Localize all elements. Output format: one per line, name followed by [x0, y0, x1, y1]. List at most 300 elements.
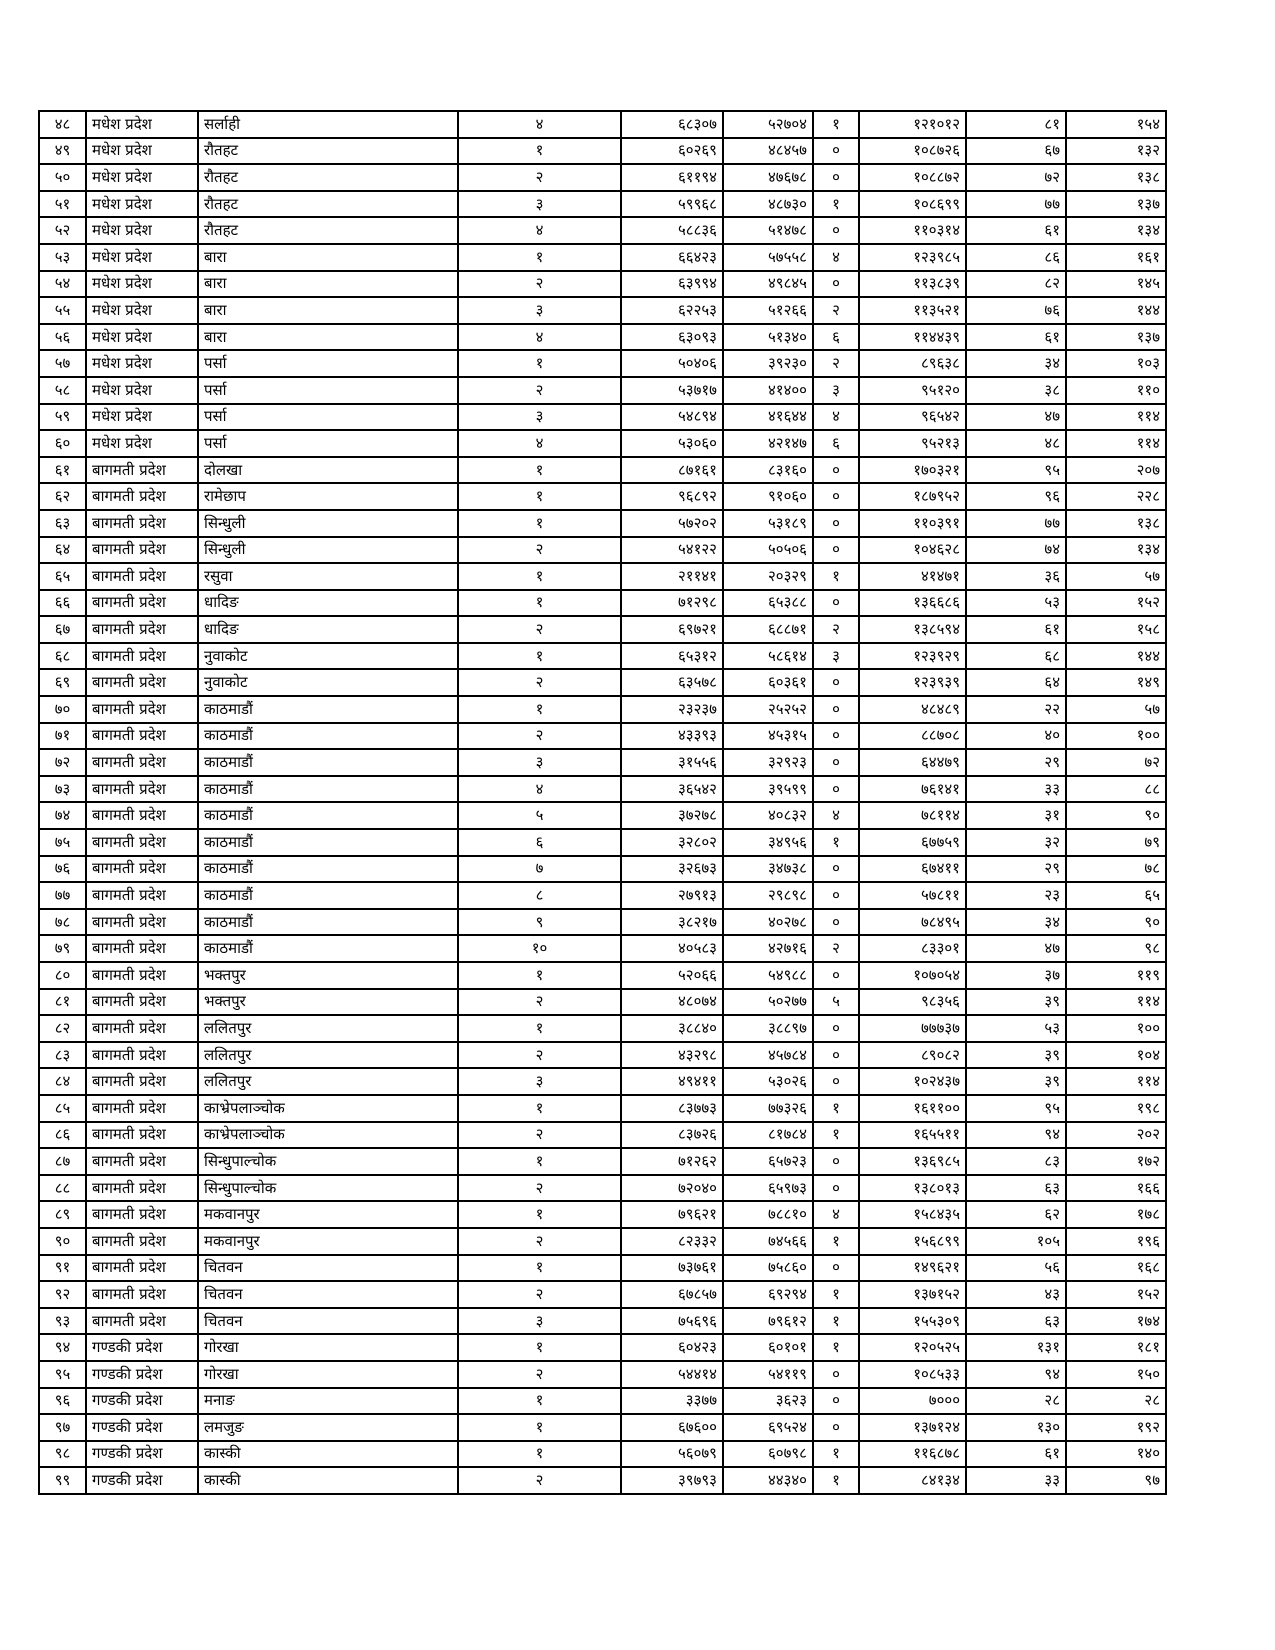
table-row — [39, 1201, 1166, 1228]
constituency-cell: २ — [458, 271, 621, 298]
count-5-cell: ६५ — [1066, 882, 1166, 909]
count-4-cell: ३३ — [966, 776, 1066, 803]
district-cell: काठमाडौं — [198, 935, 458, 962]
count-4-cell: ६७ — [966, 138, 1066, 165]
count-4-cell: ६१ — [966, 616, 1066, 643]
serial-cell: ७६ — [39, 856, 86, 883]
count-1-cell: ६५३१२ — [621, 643, 723, 670]
constituency-cell: ३ — [458, 191, 621, 218]
province-cell: बागमती प्रदेश — [86, 1068, 198, 1095]
count-3-cell: १ — [813, 1441, 859, 1468]
table-row — [39, 643, 1166, 670]
serial-cell: ६५ — [39, 563, 86, 590]
count-3-cell: ० — [813, 1148, 859, 1175]
serial-cell: ७० — [39, 696, 86, 723]
serial-cell: ९४ — [39, 1334, 86, 1361]
count-2-cell: ५४९८८ — [723, 962, 813, 989]
count-5-cell: ११४ — [1066, 404, 1166, 431]
province-cell: बागमती प्रदेश — [86, 1015, 198, 1042]
count-5-cell: १४४ — [1066, 297, 1166, 324]
count-5-cell: १९८ — [1066, 1095, 1166, 1122]
table-row — [39, 590, 1166, 617]
count-5-cell: १६१ — [1066, 244, 1166, 271]
serial-cell: ७२ — [39, 749, 86, 776]
count-1-cell: ५६०७९ — [621, 1441, 723, 1468]
table-row — [39, 191, 1166, 218]
table-row — [39, 1122, 1166, 1149]
constituency-cell: २ — [458, 669, 621, 696]
count-3-cell: ४ — [813, 1201, 859, 1228]
table-row — [39, 430, 1166, 457]
count-4-cell: ३४ — [966, 350, 1066, 377]
constituency-cell: १० — [458, 935, 621, 962]
count-4-cell: ६३ — [966, 1308, 1066, 1335]
table-row — [39, 802, 1166, 829]
district-cell: धादिङ — [198, 616, 458, 643]
count-2-cell: ५३१८९ — [723, 510, 813, 537]
province-cell: बागमती प्रदेश — [86, 616, 198, 643]
total-cell: १२१०१२ — [859, 111, 966, 138]
province-cell: बागमती प्रदेश — [86, 669, 198, 696]
serial-cell: ९६ — [39, 1388, 86, 1415]
district-cell: काठमाडौं — [198, 829, 458, 856]
count-2-cell: ५४११९ — [723, 1361, 813, 1388]
serial-cell: ८९ — [39, 1201, 86, 1228]
constituency-cell: १ — [458, 1388, 621, 1415]
table-row — [39, 989, 1166, 1016]
serial-cell: ५८ — [39, 377, 86, 404]
count-2-cell: ७४५६६ — [723, 1228, 813, 1255]
constituency-cell: २ — [458, 1467, 621, 1494]
table-row — [39, 1414, 1166, 1441]
count-1-cell: ३८२१७ — [621, 909, 723, 936]
constituency-cell: १ — [458, 1255, 621, 1282]
count-1-cell: ५०४०६ — [621, 350, 723, 377]
count-2-cell: ४०८३२ — [723, 802, 813, 829]
serial-cell: ७७ — [39, 882, 86, 909]
count-4-cell: ३७ — [966, 962, 1066, 989]
district-cell: काठमाडौं — [198, 882, 458, 909]
total-cell: १६५५११ — [859, 1122, 966, 1149]
count-3-cell: ३ — [813, 643, 859, 670]
constituency-cell: १ — [458, 1095, 621, 1122]
serial-cell: ६९ — [39, 669, 86, 696]
district-cell: बारा — [198, 244, 458, 271]
count-3-cell: ० — [813, 1042, 859, 1069]
count-4-cell: ६३ — [966, 1175, 1066, 1202]
count-3-cell: ० — [813, 1015, 859, 1042]
count-5-cell: १३४ — [1066, 537, 1166, 564]
count-1-cell: ५४४१४ — [621, 1361, 723, 1388]
province-cell: बागमती प्रदेश — [86, 483, 198, 510]
count-4-cell: ७७ — [966, 510, 1066, 537]
table-row — [39, 483, 1166, 510]
count-1-cell: ७५६९६ — [621, 1308, 723, 1335]
count-4-cell: ५३ — [966, 1015, 1066, 1042]
district-cell: गोरखा — [198, 1361, 458, 1388]
constituency-cell: २ — [458, 537, 621, 564]
count-5-cell: १५० — [1066, 1361, 1166, 1388]
district-cell: बारा — [198, 324, 458, 351]
constituency-cell: २ — [458, 1361, 621, 1388]
count-3-cell: १ — [813, 111, 859, 138]
total-cell: १०७०५४ — [859, 962, 966, 989]
table-row — [39, 510, 1166, 537]
count-1-cell: ५४१२२ — [621, 537, 723, 564]
count-1-cell: ६२२५३ — [621, 297, 723, 324]
count-2-cell: ४२१४७ — [723, 430, 813, 457]
district-cell: नुवाकोट — [198, 669, 458, 696]
count-2-cell: ५१४७८ — [723, 217, 813, 244]
total-cell: ११३८३९ — [859, 271, 966, 298]
count-2-cell: ३६२३ — [723, 1388, 813, 1415]
count-1-cell: ५८८३६ — [621, 217, 723, 244]
count-5-cell: १०३ — [1066, 350, 1166, 377]
province-cell: बागमती प्रदेश — [86, 723, 198, 750]
constituency-cell: ५ — [458, 802, 621, 829]
district-cell: ललितपुर — [198, 1015, 458, 1042]
count-4-cell: ९५ — [966, 1095, 1066, 1122]
count-2-cell: ४८७३० — [723, 191, 813, 218]
constituency-cell: २ — [458, 1228, 621, 1255]
count-5-cell: १७२ — [1066, 1148, 1166, 1175]
count-4-cell: ७७ — [966, 191, 1066, 218]
province-cell: बागमती प्रदेश — [86, 935, 198, 962]
constituency-cell: १ — [458, 696, 621, 723]
count-4-cell: ९६ — [966, 483, 1066, 510]
count-4-cell: ५६ — [966, 1255, 1066, 1282]
count-1-cell: ३८८४० — [621, 1015, 723, 1042]
table-row — [39, 962, 1166, 989]
count-1-cell: ६७६०० — [621, 1414, 723, 1441]
serial-cell: ९२ — [39, 1281, 86, 1308]
count-5-cell: १५२ — [1066, 590, 1166, 617]
count-3-cell: ० — [813, 138, 859, 165]
count-2-cell: ३४९५६ — [723, 829, 813, 856]
serial-cell: ९० — [39, 1228, 86, 1255]
table-row — [39, 217, 1166, 244]
constituency-cell: २ — [458, 1281, 621, 1308]
table-row — [39, 164, 1166, 191]
count-4-cell: ६१ — [966, 324, 1066, 351]
count-3-cell: १ — [813, 1334, 859, 1361]
count-4-cell: ३९ — [966, 1068, 1066, 1095]
total-cell: १२३९३९ — [859, 669, 966, 696]
constituency-cell: ७ — [458, 856, 621, 883]
province-cell: मधेश प्रदेश — [86, 244, 198, 271]
district-cell: लमजुङ — [198, 1414, 458, 1441]
constituency-cell: ३ — [458, 297, 621, 324]
count-4-cell: ३६ — [966, 563, 1066, 590]
total-cell: ११४४३९ — [859, 324, 966, 351]
province-cell: बागमती प्रदेश — [86, 1201, 198, 1228]
count-5-cell: १३७ — [1066, 191, 1166, 218]
count-5-cell: ११४ — [1066, 1068, 1166, 1095]
constituency-cell: ३ — [458, 404, 621, 431]
count-3-cell: ० — [813, 696, 859, 723]
serial-cell: ६८ — [39, 643, 86, 670]
province-cell: बागमती प्रदेश — [86, 696, 198, 723]
count-5-cell: ११९ — [1066, 962, 1166, 989]
count-5-cell: १४५ — [1066, 271, 1166, 298]
count-2-cell: ५७५५८ — [723, 244, 813, 271]
district-cell: काठमाडौं — [198, 749, 458, 776]
table-row — [39, 1441, 1166, 1468]
province-cell: गण्डकी प्रदेश — [86, 1467, 198, 1494]
count-4-cell: ६४ — [966, 669, 1066, 696]
district-cell: काठमाडौं — [198, 802, 458, 829]
count-1-cell: ७२०४० — [621, 1175, 723, 1202]
count-1-cell: २३२३७ — [621, 696, 723, 723]
province-cell: बागमती प्रदेश — [86, 882, 198, 909]
count-4-cell: १०५ — [966, 1228, 1066, 1255]
count-2-cell: ७७३२६ — [723, 1095, 813, 1122]
count-4-cell: ३९ — [966, 1042, 1066, 1069]
count-3-cell: ० — [813, 856, 859, 883]
district-cell: बारा — [198, 271, 458, 298]
province-cell: बागमती प्रदेश — [86, 537, 198, 564]
district-cell: चितवन — [198, 1281, 458, 1308]
count-3-cell: ० — [813, 537, 859, 564]
count-5-cell: ७२ — [1066, 749, 1166, 776]
count-4-cell: १३० — [966, 1414, 1066, 1441]
count-5-cell: ९८ — [1066, 935, 1166, 962]
table-row — [39, 377, 1166, 404]
count-5-cell: १५२ — [1066, 1281, 1166, 1308]
total-cell: १५८४३५ — [859, 1201, 966, 1228]
province-cell: मधेश प्रदेश — [86, 271, 198, 298]
province-cell: बागमती प्रदेश — [86, 802, 198, 829]
province-cell: मधेश प्रदेश — [86, 111, 198, 138]
count-1-cell: ५९९६८ — [621, 191, 723, 218]
count-4-cell: ६१ — [966, 1441, 1066, 1468]
province-cell: मधेश प्रदेश — [86, 430, 198, 457]
count-4-cell: ८३ — [966, 1148, 1066, 1175]
count-4-cell: ९५ — [966, 457, 1066, 484]
total-cell: १३७१५२ — [859, 1281, 966, 1308]
total-cell: ११६८७८ — [859, 1441, 966, 1468]
count-2-cell: ८३१६० — [723, 457, 813, 484]
province-cell: गण्डकी प्रदेश — [86, 1414, 198, 1441]
serial-cell: ६३ — [39, 510, 86, 537]
count-4-cell: ३३ — [966, 1467, 1066, 1494]
province-cell: बागमती प्रदेश — [86, 989, 198, 1016]
district-cell: नुवाकोट — [198, 643, 458, 670]
total-cell: १०८७२६ — [859, 138, 966, 165]
total-cell: १६११०० — [859, 1095, 966, 1122]
count-4-cell: २९ — [966, 856, 1066, 883]
province-cell: बागमती प्रदेश — [86, 1148, 198, 1175]
count-1-cell: ३९७९३ — [621, 1467, 723, 1494]
count-1-cell: ६८३०७ — [621, 111, 723, 138]
count-1-cell: ६३५७८ — [621, 669, 723, 696]
count-5-cell: ८८ — [1066, 776, 1166, 803]
count-4-cell: ४७ — [966, 935, 1066, 962]
constituency-cell: ९ — [458, 909, 621, 936]
serial-cell: ५९ — [39, 404, 86, 431]
count-2-cell: ६९२९४ — [723, 1281, 813, 1308]
district-cell: ललितपुर — [198, 1068, 458, 1095]
district-cell: पर्सा — [198, 430, 458, 457]
total-cell: ८३३०१ — [859, 935, 966, 962]
count-2-cell: ५०२७७ — [723, 989, 813, 1016]
total-cell: ७८११४ — [859, 802, 966, 829]
serial-cell: ८७ — [39, 1148, 86, 1175]
count-3-cell: ० — [813, 1068, 859, 1095]
district-cell: पर्सा — [198, 350, 458, 377]
count-3-cell: ० — [813, 1388, 859, 1415]
count-5-cell: ५७ — [1066, 696, 1166, 723]
province-cell: मधेश प्रदेश — [86, 138, 198, 165]
count-3-cell: १ — [813, 829, 859, 856]
count-2-cell: ४७६७८ — [723, 164, 813, 191]
count-2-cell: ४४३४० — [723, 1467, 813, 1494]
total-cell: ६७४११ — [859, 856, 966, 883]
count-5-cell: १३८ — [1066, 164, 1166, 191]
count-5-cell: १६६ — [1066, 1175, 1166, 1202]
serial-cell: ५५ — [39, 297, 86, 324]
count-2-cell: ४५७८४ — [723, 1042, 813, 1069]
count-3-cell: ५ — [813, 989, 859, 1016]
count-2-cell: ४१६४४ — [723, 404, 813, 431]
table-row — [39, 669, 1166, 696]
count-3-cell: ० — [813, 1175, 859, 1202]
count-4-cell: २३ — [966, 882, 1066, 909]
count-5-cell: २२८ — [1066, 483, 1166, 510]
province-cell: मधेश प्रदेश — [86, 297, 198, 324]
table-row — [39, 616, 1166, 643]
constituency-cell: १ — [458, 643, 621, 670]
district-cell: बारा — [198, 297, 458, 324]
table-row — [39, 1175, 1166, 1202]
count-1-cell: ३७२७८ — [621, 802, 723, 829]
count-3-cell: ० — [813, 749, 859, 776]
total-cell: ५७८११ — [859, 882, 966, 909]
count-2-cell: ६०७९८ — [723, 1441, 813, 1468]
count-4-cell: ३९ — [966, 989, 1066, 1016]
count-3-cell: १ — [813, 1281, 859, 1308]
count-3-cell: ० — [813, 483, 859, 510]
serial-cell: ९९ — [39, 1467, 86, 1494]
total-cell: ११०३१४ — [859, 217, 966, 244]
total-cell: १३६६८६ — [859, 590, 966, 617]
serial-cell: ९८ — [39, 1441, 86, 1468]
count-4-cell: ४७ — [966, 404, 1066, 431]
district-cell: चितवन — [198, 1308, 458, 1335]
count-2-cell: ६९५२४ — [723, 1414, 813, 1441]
constituency-cell: ४ — [458, 324, 621, 351]
count-1-cell: ८३७२६ — [621, 1122, 723, 1149]
province-cell: बागमती प्रदेश — [86, 1255, 198, 1282]
total-cell: १३८०१३ — [859, 1175, 966, 1202]
serial-cell: ७४ — [39, 802, 86, 829]
count-2-cell: ६५३८८ — [723, 590, 813, 617]
table-row — [39, 1467, 1166, 1494]
total-cell: ९५२१३ — [859, 430, 966, 457]
total-cell: ९८३५६ — [859, 989, 966, 1016]
total-cell: ७८४९५ — [859, 909, 966, 936]
total-cell: १०८८७२ — [859, 164, 966, 191]
table-row — [39, 138, 1166, 165]
count-5-cell: २०२ — [1066, 1122, 1166, 1149]
province-cell: बागमती प्रदेश — [86, 457, 198, 484]
total-cell: ८४१३४ — [859, 1467, 966, 1494]
serial-cell: ६१ — [39, 457, 86, 484]
count-5-cell: ९० — [1066, 802, 1166, 829]
count-2-cell: २९८९८ — [723, 882, 813, 909]
count-4-cell: ६१ — [966, 217, 1066, 244]
count-1-cell: ६९७२१ — [621, 616, 723, 643]
district-cell: काठमाडौं — [198, 776, 458, 803]
district-cell: धादिङ — [198, 590, 458, 617]
total-cell: १३७१२४ — [859, 1414, 966, 1441]
district-cell: काठमाडौं — [198, 723, 458, 750]
district-cell: सिन्धुपाल्चोक — [198, 1148, 458, 1175]
count-4-cell: ४३ — [966, 1281, 1066, 1308]
serial-cell: ७९ — [39, 935, 86, 962]
district-cell: मनाङ — [198, 1388, 458, 1415]
constituency-cell: ४ — [458, 430, 621, 457]
serial-cell: ७३ — [39, 776, 86, 803]
count-5-cell: १३७ — [1066, 324, 1166, 351]
table-row — [39, 776, 1166, 803]
count-3-cell: ० — [813, 882, 859, 909]
district-cell: रौतहट — [198, 164, 458, 191]
province-cell: बागमती प्रदेश — [86, 563, 198, 590]
count-3-cell: १ — [813, 1308, 859, 1335]
count-3-cell: १ — [813, 191, 859, 218]
count-3-cell: २ — [813, 297, 859, 324]
constituency-cell: १ — [458, 510, 621, 537]
count-5-cell: ११४ — [1066, 430, 1166, 457]
total-cell: ७००० — [859, 1388, 966, 1415]
table-row — [39, 829, 1166, 856]
count-3-cell: ४ — [813, 244, 859, 271]
count-5-cell: ११४ — [1066, 989, 1166, 1016]
count-3-cell: ० — [813, 669, 859, 696]
count-1-cell: ८३७७३ — [621, 1095, 723, 1122]
province-cell: बागमती प्रदेश — [86, 1122, 198, 1149]
district-cell: सिन्धुली — [198, 537, 458, 564]
serial-cell: ८५ — [39, 1095, 86, 1122]
total-cell: १०४६२८ — [859, 537, 966, 564]
count-2-cell: ५३०२६ — [723, 1068, 813, 1095]
count-2-cell: ७५८६० — [723, 1255, 813, 1282]
constituency-cell: ३ — [458, 749, 621, 776]
count-4-cell: ४८ — [966, 430, 1066, 457]
count-3-cell: २ — [813, 350, 859, 377]
count-3-cell: ० — [813, 723, 859, 750]
count-5-cell: १४९ — [1066, 669, 1166, 696]
district-cell: रौतहट — [198, 191, 458, 218]
count-5-cell: ९७ — [1066, 1467, 1166, 1494]
constituency-cell: १ — [458, 138, 621, 165]
district-cell: गोरखा — [198, 1334, 458, 1361]
district-cell: रामेछाप — [198, 483, 458, 510]
count-4-cell: ५३ — [966, 590, 1066, 617]
district-cell: रौतहट — [198, 138, 458, 165]
voter-data-table — [38, 110, 1167, 1495]
count-1-cell: ७१२६२ — [621, 1148, 723, 1175]
province-cell: मधेश प्रदेश — [86, 377, 198, 404]
count-2-cell: ६८८७१ — [723, 616, 813, 643]
constituency-cell: १ — [458, 350, 621, 377]
count-1-cell: ३२८०२ — [621, 829, 723, 856]
count-4-cell: २२ — [966, 696, 1066, 723]
table-row — [39, 856, 1166, 883]
district-cell: दोलखा — [198, 457, 458, 484]
count-2-cell: ३८८९७ — [723, 1015, 813, 1042]
